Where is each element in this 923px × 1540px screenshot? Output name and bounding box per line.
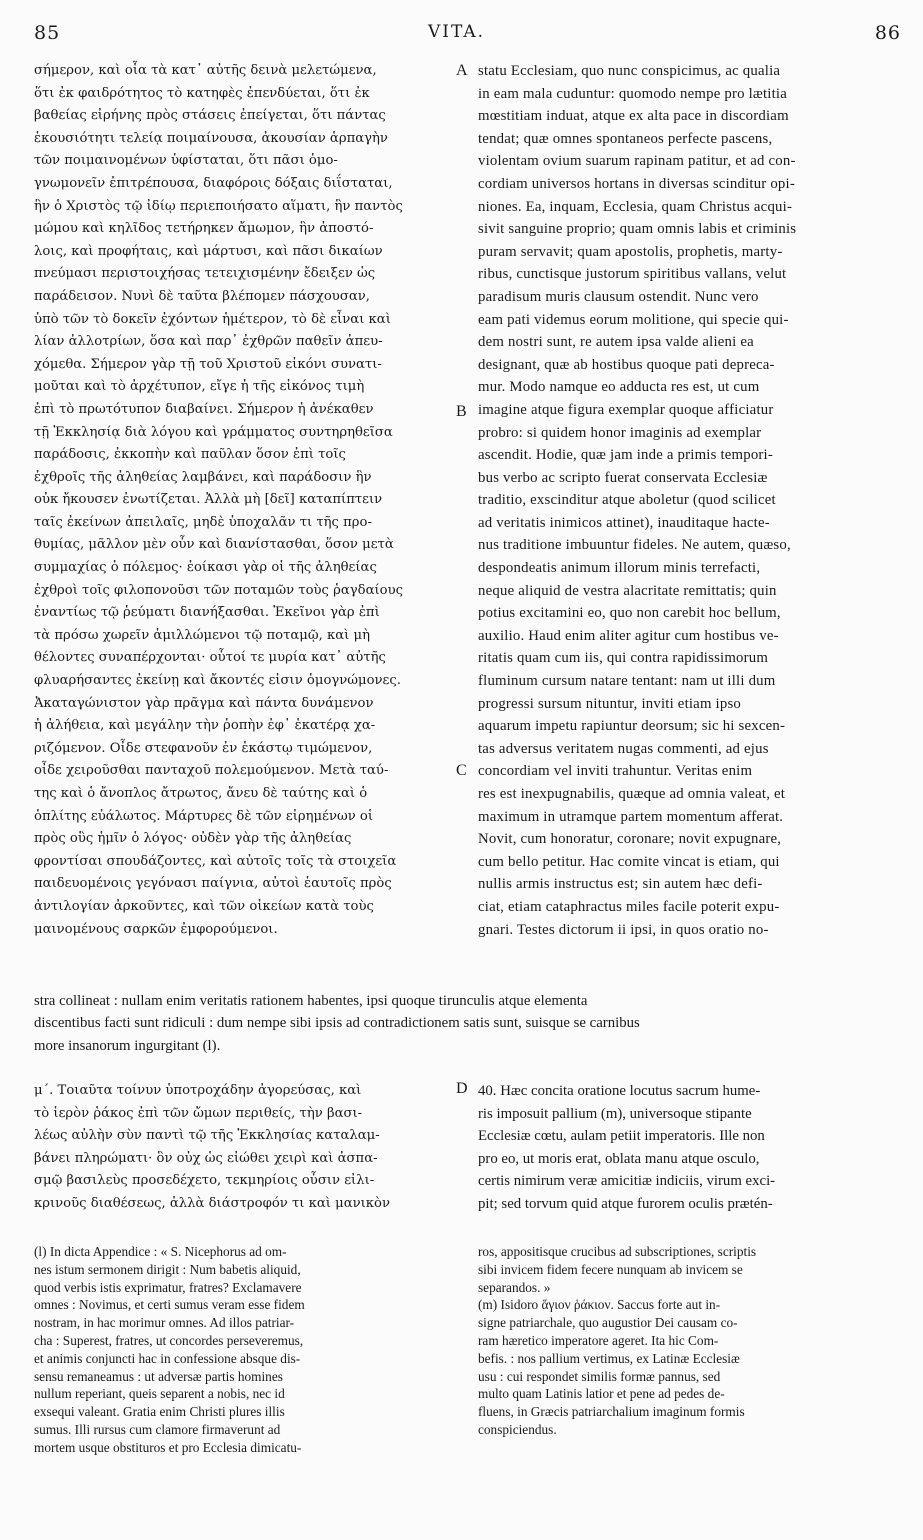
footnote-line: quod verbis istis exprimatur, fratres? Exclamavere bbox=[34, 1279, 302, 1295]
latin-text-line: maximum in utramque partem momentum afferat. bbox=[478, 808, 784, 825]
greek-text-line: πνεύμασι περιστοιχήσας τετειχισμένην ἔδειξεν ὡς bbox=[34, 266, 376, 282]
greek-text-line: ἡ ἀλήθεια, καὶ μεγάλην τὴν ῥοπὴν ἐφ᾽ ἑκατέρᾳ χα- bbox=[34, 718, 376, 734]
greek-text-line: φλυαρήσαντες ἐκείνῃ καὶ ἄκοντές εἰσιν ὁμογνώμονες. bbox=[34, 673, 401, 689]
footnote-line: omnes : Novimus, et certi sumus veram esse fidem bbox=[34, 1297, 305, 1313]
latin-text-line: ris imposuit pallium (m), universoque stipante bbox=[478, 1105, 752, 1122]
footnote-line: signe patriarchale, quo augustior Dei causam co- bbox=[478, 1315, 738, 1331]
latin-text-line: in eam mala cuduntur: quomodo nempe pro lætitia bbox=[478, 85, 787, 102]
latin-text-line: tas adversus veritatem nugas commenti, ad ejus bbox=[478, 740, 769, 757]
latin-text-line: pro eo, ut moris erat, oblata manu atque osculo, bbox=[478, 1150, 760, 1167]
footnote-line: exsequi valeant. Gratia enim Christi plures illis bbox=[34, 1404, 285, 1420]
latin-text-line: 40. Hæc concita oratione locutus sacrum hume- bbox=[478, 1083, 761, 1099]
latin-text-line: certis nimirum veræ amicitiæ indiciis, virum exci- bbox=[478, 1173, 776, 1190]
greek-text-line: βάνει πληρώματι· ὃν οὐχ ὡς εἰώθει χειρὶ καὶ ἀσπα- bbox=[34, 1150, 378, 1166]
greek-text-line: κρινοῦς διαθέσεως, ἀλλὰ διάστροφόν τι καὶ μανικὸν bbox=[34, 1195, 390, 1211]
latin-text-line: ad veritatis inimicos attinet), inauditaque hacte- bbox=[478, 514, 770, 531]
latin-text-line: fluminum cursum natare tentant: nam ut illi dum bbox=[478, 673, 776, 690]
greek-text-line: θέλοντες συναπέρχονται· οὗτοί τε μυρία κατ᾽ αὐτῆς bbox=[34, 650, 386, 666]
greek-text-line: οἶδε χειροῦσθαι πανταχοῦ πολεμούμενον. Μετὰ ταύ- bbox=[34, 763, 389, 779]
latin-text-line: despondeatis animum illorum minis terrefacti, bbox=[478, 560, 761, 577]
greek-text-line: μώμου καὶ κηλῖδος τετήρηκεν ἄμωμον, ἣν ἀποστό- bbox=[34, 221, 374, 237]
latin-text-line: eam pati videmus eorum molitione, qui specie qui- bbox=[478, 311, 789, 328]
latin-text-line: violentam ovium suarum rapinam patitur, et ad con- bbox=[478, 153, 796, 170]
greek-text-line: θυμίας, μᾶλλον μὲν οὖν καὶ διανίστασθαι, ὅσον μετὰ bbox=[34, 537, 394, 553]
greek-text-line: μ΄. Τοιαῦτα τοίνυν ὑποτροχάδην ἀγορεύσας, καὶ bbox=[34, 1083, 362, 1098]
footnotes-left bbox=[34, 1243, 462, 1457]
margin-letter-b: B bbox=[456, 403, 467, 420]
greek-text-line: ἀντιλογίαν ἀρκοῦντες, καὶ τῶν οἰκείων κατὰ τοὺς bbox=[34, 898, 374, 914]
greek-text-line: παιδευομένοις γεγόνασι παίγνια, αὐτοὶ ἑαυτοῖς πρὸς bbox=[34, 876, 392, 892]
greek-text-line: λέως αὐλὴν σὺν παντὶ τῷ τῆς Ἐκκλησίας καταλαμ- bbox=[34, 1128, 380, 1144]
footnote-line: sibi invicem fidem fecere nunquam ab invicem se bbox=[478, 1261, 743, 1277]
latin-text-line: ascendit. Hodie, quæ jam inde a primis tempori- bbox=[478, 447, 773, 464]
footnote-line: separandos. » bbox=[478, 1279, 551, 1295]
greek-text-line: ἐναντίως τῷ ῥεύματι διανήξασθαι. Ἐκεῖνοι γὰρ ἐπὶ bbox=[34, 605, 380, 621]
greek-text-line: χόμεθα. Σήμερον γὰρ τῇ τοῦ Χριστοῦ εἰκόνι συνατι- bbox=[34, 356, 382, 372]
greek-text-line: ὁπλίτης εὐάλωτος. Μάρτυρες δὲ τῶν εἰρημένων οἱ bbox=[34, 808, 374, 824]
footnote-line: et animis conjuncti hac in confessione absque dis- bbox=[34, 1350, 301, 1366]
latin-text-line: more insanorum ingurgitant (l). bbox=[34, 1037, 221, 1054]
latin-text-line: cordiam universos hortans in diversas scinditur opi- bbox=[478, 175, 795, 192]
footnote-line: nostram, in hac morimur omnes. Ad illos patriar- bbox=[34, 1315, 295, 1331]
greek-text-line: τὰ πρόσω χωρεῖν ἁμιλλώμενοι τῷ ποταμῷ, καὶ μὴ bbox=[34, 627, 370, 643]
latin-section-40 bbox=[478, 1080, 890, 1216]
footnote-line: (m) Isidoro ἅγιον ῥάκιον. Saccus forte aut in- bbox=[478, 1297, 721, 1313]
greek-text-line: ὑπὸ τῶν τὸ δοκεῖν ἐχόντων ἡμέτερον, τὸ δὲ εἶναι καὶ bbox=[34, 311, 391, 327]
margin-letter-c: C bbox=[456, 762, 467, 779]
greek-text-line: ἐπὶ τὸ πρωτότυπον διαβαίνει. Σήμερον ἡ ἀνέκαθεν bbox=[34, 401, 374, 417]
latin-text-line: puram servavit; quam apostolis, prophetis, marty- bbox=[478, 243, 783, 260]
greek-text-line: σμῷ βασιλεὺς προσεδέχετο, τεκμηρίοις οὖσιν εἰλι- bbox=[34, 1173, 375, 1189]
footnotes-right bbox=[478, 1243, 890, 1439]
latin-text-line: nus traditione imbuuntur fideles. Ne autem, quæso, bbox=[478, 537, 791, 554]
running-title: VITA. bbox=[428, 22, 486, 42]
greek-text-line: ἐχθροῖς τῆς ἀληθείας λαμβάνει, καὶ παράδοσιν ἣν bbox=[34, 469, 372, 485]
footnote-line: ros, appositisque crucibus ad subscriptiones, scriptis bbox=[478, 1244, 757, 1259]
greek-text-line: μοῦται καὶ τὸ ἀρχέτυπον, εἴγε ἡ τῆς εἰκόνος τιμὴ bbox=[34, 379, 365, 395]
footnote-line: sumus. Illi rursus cum clamore firmaverunt ad bbox=[34, 1421, 281, 1437]
latin-text-line: bus verbo ac scripto fuerat conservata Ecclesiæ bbox=[478, 469, 768, 486]
greek-text-line: ριζόμενον. Οἶδε στεφανοῦν ἐν ἑκάστῳ τιμώμενον, bbox=[34, 740, 373, 756]
greek-text-line: μαινομένους σαρκῶν ἐμφορούμενοι. bbox=[34, 921, 278, 937]
greek-text-line: φροντίσαι σπουδάζοντες, καὶ αὐτοῖς τοῖς τὰ στοιχεῖα bbox=[34, 853, 397, 869]
latin-text-line: imagine atque figura exemplar quoque afficiatur bbox=[478, 401, 774, 418]
latin-text-line: auxilio. Haud enim aliter agitur cum hostibus ve- bbox=[478, 627, 779, 644]
greek-text-line: συμμαχίας ὁ πόλεμος· ἐοίκασι γὰρ οἱ τῆς ἀληθείας bbox=[34, 560, 377, 576]
footnote-line: nullum reperiant, queis separent a nobis, nec id bbox=[34, 1386, 285, 1402]
latin-text-line: pit; sed torvum quid atque furorem oculis prætén- bbox=[478, 1195, 773, 1212]
greek-text-line: ταῖς ἐκείνων ἀπειλαῖς, μηδὲ ὑποχαλᾶν τι τῆς προ- bbox=[34, 514, 372, 530]
footnote-line: usu : cui respondet similis formæ pannus, sed bbox=[478, 1368, 721, 1384]
greek-text-line: γνωμονεῖν ἐπιτρέπουσα, διαφόροις δόξαις διΐσταται, bbox=[34, 175, 393, 191]
latin-text-line: discentibus facti sunt ridiculi : dum nempe sibi ipsis ad contradictionem satis sunt, suisque se carnibus bbox=[34, 1015, 640, 1032]
footnote-line: sensu remaneamus : ut adversæ partis homines bbox=[34, 1368, 283, 1384]
greek-text-line: σήμερον, καὶ οἷα τὰ κατ᾽ αὐτῆς δεινὰ μελετώμενα, bbox=[34, 63, 377, 78]
footnote-line: befis. : nos pallium vertimus, ex Latinæ Ecclesiæ bbox=[478, 1350, 740, 1366]
margin-letter-d: D bbox=[456, 1080, 468, 1097]
latin-text-line: concordiam vel inviti trahuntur. Veritas enim bbox=[478, 763, 753, 780]
latin-text-line: cum bello petitur. Hac comite vincat is etiam, qui bbox=[478, 853, 780, 870]
greek-column bbox=[34, 60, 462, 941]
latin-text-line: mur. Modo namque eo adducta res est, ut cum bbox=[478, 379, 760, 396]
greek-text-line: ἐχθροὶ τοῖς φιλοπονοῦσι τῶν ποταμῶν τοὺς ῥαγδαίους bbox=[34, 582, 404, 598]
greek-text-line: τῇ Ἐκκλησίᾳ διὰ λόγου καὶ γράμματος συντηρηθεῖσα bbox=[34, 424, 393, 440]
latin-text-line: ritatis quam cum iis, qui contra rapidissimorum bbox=[478, 650, 769, 667]
latin-text-line: stra collineat : nullam enim veritatis rationem habentes, ipsi quoque tirunculis atque elementa bbox=[34, 993, 588, 1009]
greek-text-line: Ἀκαταγώνιστον γὰρ πρᾶγμα καὶ πάντα δυνάμενον bbox=[34, 695, 374, 711]
latin-text-line: dem nostri sunt, re autem ipsa valde alieni ea bbox=[478, 334, 754, 351]
footnote-line: multo quam Latinis latior et pene ad pedes de- bbox=[478, 1386, 725, 1402]
latin-column bbox=[478, 60, 890, 941]
greek-text-line: πρὸς οὓς ἡμῖν ὁ λόγος· οὐδὲν γὰρ τῆς ἀληθείας bbox=[34, 831, 352, 847]
greek-text-line: της καὶ ὁ ἄνοπλος ἄτρωτος, ἄνευ δὲ ταύτης καὶ ὁ bbox=[34, 786, 368, 801]
greek-text-line: παράδεισον. Νυνὶ δὲ ταῦτα βλέπομεν πάσχουσαν, bbox=[34, 288, 370, 304]
latin-text-line: traditio, exscinditur atque aboletur (quod scilicet bbox=[478, 492, 776, 509]
latin-text-line: progressi sursum nituntur, inviti etiam ipso bbox=[478, 695, 742, 712]
latin-text-line: sivit sanguine proprio; quam omnis labis et criminis bbox=[478, 221, 797, 238]
footnote-line: fluens, in Græcis patriarchalium imaginum formis bbox=[478, 1404, 745, 1420]
footnote-line: ram hæretico imperatore ageret. Ita hic Com- bbox=[478, 1332, 719, 1348]
margin-letter-a: A bbox=[456, 62, 468, 79]
latin-text-line: probro: si quidem honor imaginis ad exemplar bbox=[478, 424, 762, 441]
greek-text-line: οὐκ ἤκουσεν ἐνωτίζεται. Ἀλλὰ μὴ [δεῖ] καταπίπτειν bbox=[34, 492, 383, 508]
latin-text-line: gnari. Testes dictorum ii ipsi, in quos oratio no- bbox=[478, 921, 769, 938]
greek-text-line: βαθείας εἰρήνης πρὸς στάσεις ἐπείγεται, ὅτι πάντας bbox=[34, 108, 386, 124]
greek-text-line: ὅτι ἐκ φαιδρότητος τὸ κατηφὲς ἐπενδύεται, ὅτι ἐκ bbox=[34, 85, 370, 101]
latin-text-line: res est inexpugnabilis, quæque ad omnia valeat, et bbox=[478, 786, 786, 802]
greek-text-line: ἑκουσιότητι τελείᾳ ποιμαίνουσα, ἀκουσίαν ἁρπαγὴν bbox=[34, 130, 388, 146]
latin-text-line: tendat; quæ omnes spontaneos perfecte pascens, bbox=[478, 130, 773, 147]
latin-text-line: statu Ecclesiam, quo nunc conspicimus, ac qualia bbox=[478, 63, 781, 79]
greek-text-line: τὸ ἱερὸν ῥάκος ἐπὶ τῶν ὤμων περιθείς, τὴν βασι- bbox=[34, 1105, 363, 1121]
greek-text-line: λοις, καὶ προφήταις, καὶ μάρτυσι, καὶ πᾶσι δικαίων bbox=[34, 243, 383, 259]
page-number-right: 86 bbox=[874, 22, 901, 44]
latin-text-line: nullis armis instructus est; sin autem hæc defi- bbox=[478, 876, 763, 893]
latin-text-line: ribus, cunctisque justorum spiritibus vallans, velut bbox=[478, 266, 787, 283]
latin-text-line: potius excitamini eo, quo non carebit hoc bellum, bbox=[478, 605, 781, 622]
latin-text-line: aquarum impetu rapiuntur deorsum; sic hi sexcen- bbox=[478, 718, 786, 735]
latin-text-line: Novit, cum honoratur, coronare; novit expugnare, bbox=[478, 831, 782, 848]
greek-text-line: παράδοσις, ἐκκοπὴν καὶ παῦλαν ὅσον ἐπὶ τοῖς bbox=[34, 447, 346, 463]
full-width-continuation bbox=[34, 990, 892, 1057]
latin-text-line: Ecclesiæ cœtu, aulam petiit imperatoris. Ille non bbox=[478, 1128, 765, 1145]
footnote-line: mortem usque obstituros et pro Ecclesia dimicatu- bbox=[34, 1439, 302, 1455]
footnote-line: cha : Superest, fratres, ut concordes perseveremus, bbox=[34, 1332, 304, 1348]
latin-text-line: mœstitiam induat, atque ex alta pace in discordiam bbox=[478, 108, 789, 125]
latin-text-line: paradisum muris clausum ostendit. Nunc vero bbox=[478, 288, 759, 305]
page-number-left: 85 bbox=[34, 22, 61, 44]
latin-text-line: niones. Ea, inquam, Ecclesia, quam Christus acqui- bbox=[478, 198, 793, 215]
greek-text-line: λίαν ἀλλοτρίων, ὅσα καὶ παρ᾽ ἐχθρῶν παθεῖν ἀπευ- bbox=[34, 334, 383, 350]
footnote-line: (l) In dicta Appendice : « S. Nicephorus ad om- bbox=[34, 1244, 287, 1259]
footnote-line: nes istum sermonem dirigit : Num babetis aliquid, bbox=[34, 1261, 301, 1277]
latin-text-line: ciat, etiam cataphractus miles facile poterit expu- bbox=[478, 898, 780, 915]
footnote-line: conspiciendus. bbox=[478, 1421, 557, 1437]
greek-section-40 bbox=[34, 1080, 462, 1216]
latin-text-line: designant, quæ ab hostibus quoque pati depreca- bbox=[478, 356, 775, 373]
greek-text-line: ἣν ὁ Χριστὸς τῷ ἰδίῳ περιεποιήσατο αἵματι, ἣν παντὸς bbox=[34, 198, 403, 214]
latin-text-line: neque aliquid de vestra alacritate remittatis; quin bbox=[478, 582, 777, 599]
greek-text-line: τῶν ποιμαινομένων ὑφίσταται, ὅτι πᾶσι ὁμο- bbox=[34, 153, 338, 169]
